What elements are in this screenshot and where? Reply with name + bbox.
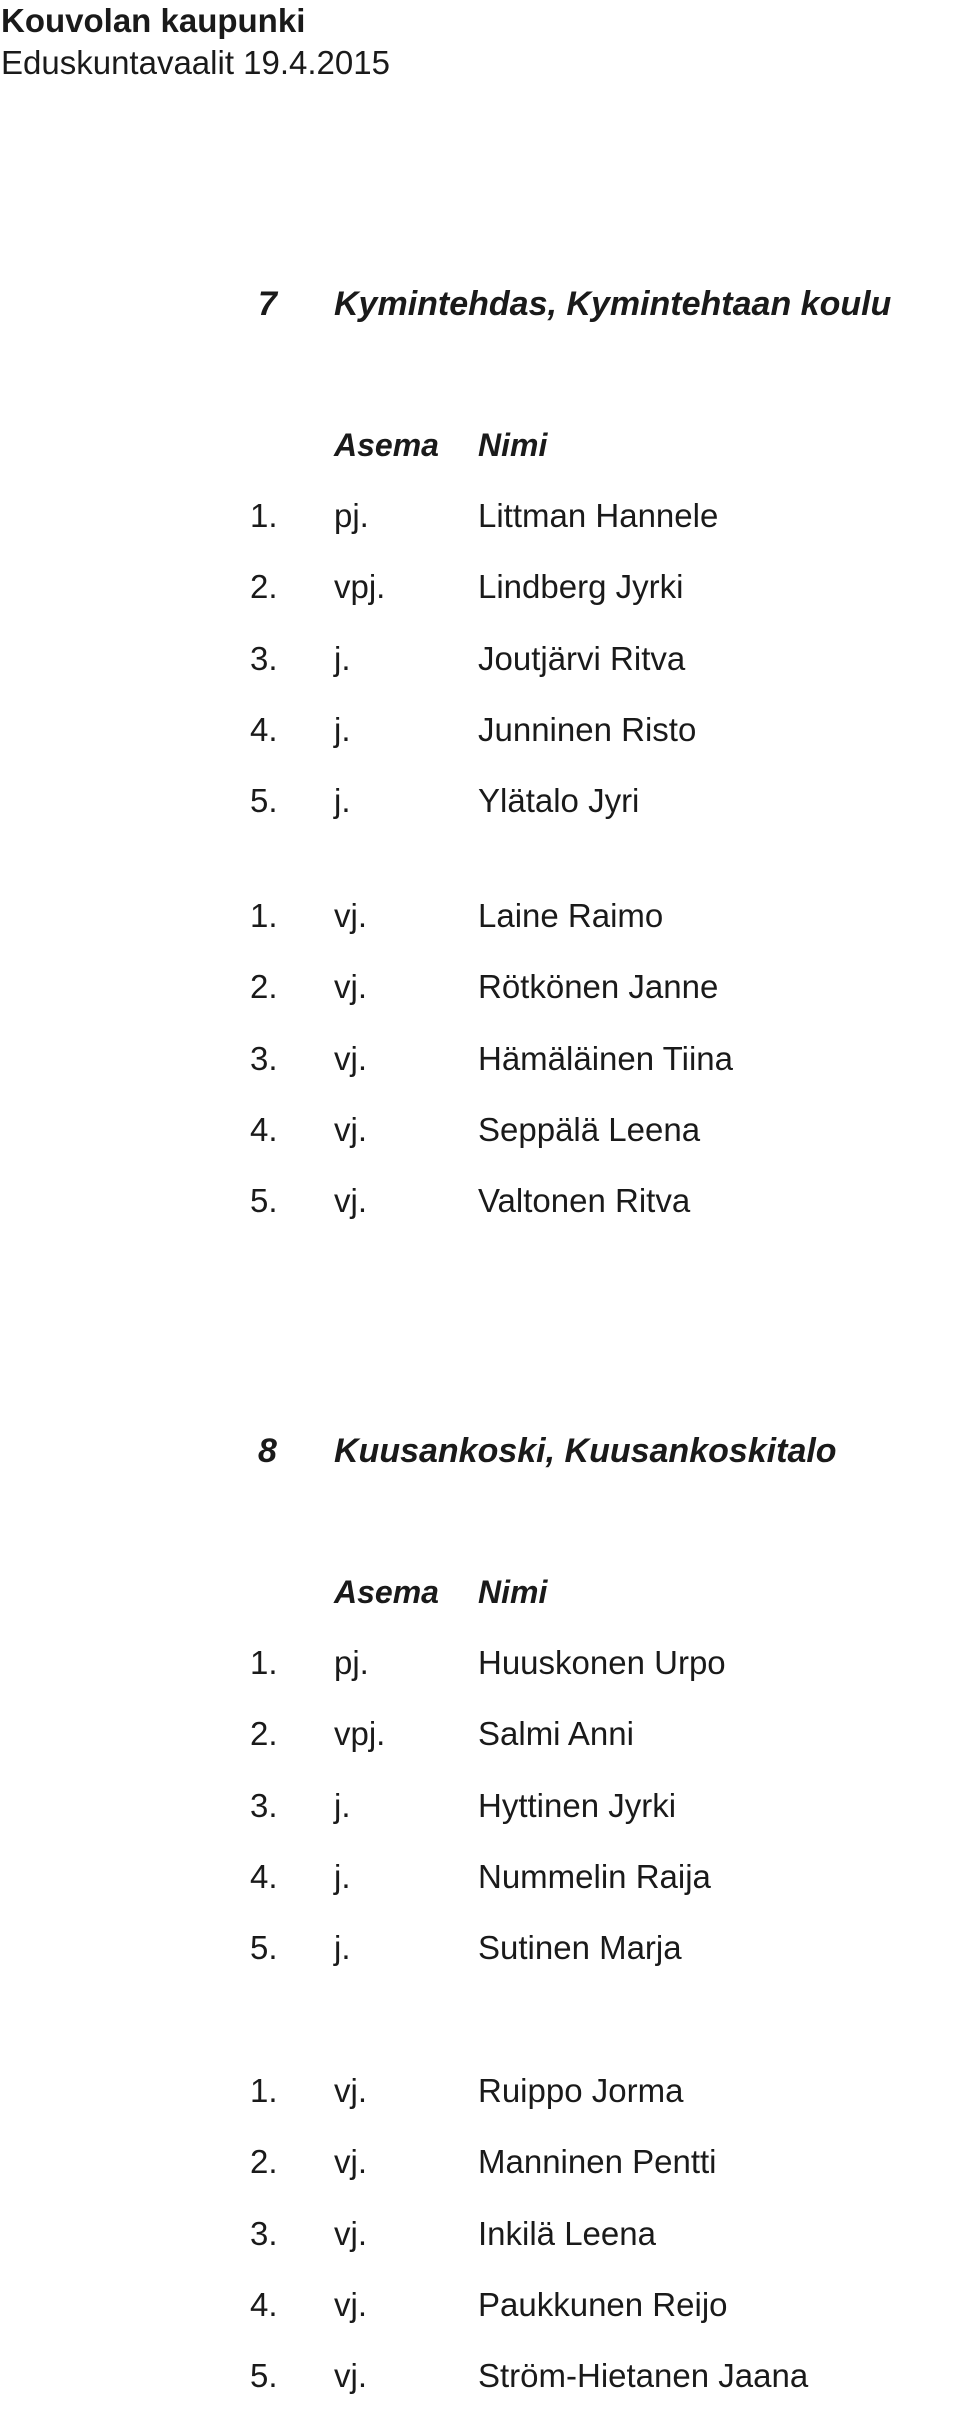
member-number: 4. (250, 711, 278, 748)
deputy-name: Valtonen Ritva (478, 1182, 691, 1219)
member-name: Sutinen Marja (478, 1929, 682, 1966)
section-title: Kuusankoski, Kuusankoskitalo (334, 1432, 837, 1470)
deputy-role: vj. (334, 2215, 367, 2252)
member-number: 5. (250, 782, 278, 819)
member-role: vpj. (334, 1715, 386, 1752)
member-name: Hyttinen Jyrki (478, 1787, 677, 1824)
section-number: 7 (258, 285, 277, 323)
member-name: Huuskonen Urpo (478, 1644, 726, 1681)
member-number: 2. (250, 568, 278, 605)
member-row (0, 1786, 960, 1826)
election-subtitle: Eduskuntavaalit 19.4.2015 (1, 44, 390, 81)
deputy-number: 5. (250, 2357, 278, 2394)
member-number: 3. (250, 640, 278, 677)
member-name: Nummelin Raija (478, 1858, 711, 1895)
deputy-number: 3. (250, 1040, 278, 1077)
column-header-position: Asema (334, 1574, 439, 1610)
member-row (0, 1643, 960, 1683)
deputy-name: Rötkönen Janne (478, 968, 719, 1005)
member-row (0, 1928, 960, 1968)
document-header (0, 0, 390, 82)
member-role: j. (334, 1929, 351, 1966)
deputy-name: Ström-Hietanen Jaana (478, 2357, 809, 2394)
member-role: vpj. (334, 568, 386, 605)
member-row (0, 1857, 960, 1897)
deputy-row (0, 896, 960, 936)
deputy-number: 2. (250, 968, 278, 1005)
column-header-name: Nimi (478, 1574, 548, 1610)
deputy-number: 4. (250, 1111, 278, 1148)
member-name: Littman Hannele (478, 497, 719, 534)
member-role: j. (334, 1858, 351, 1895)
deputy-role: vj. (334, 968, 367, 1005)
deputy-name: Paukkunen Reijo (478, 2286, 728, 2323)
member-name: Salmi Anni (478, 1715, 634, 1752)
deputy-number: 4. (250, 2286, 278, 2323)
deputy-row (0, 967, 960, 1007)
deputy-name: Seppälä Leena (478, 1111, 701, 1148)
member-name: Junninen Risto (478, 711, 697, 748)
member-role: j. (334, 711, 351, 748)
deputy-role: vj. (334, 1040, 367, 1077)
member-number: 5. (250, 1929, 278, 1966)
deputy-name: Laine Raimo (478, 897, 664, 934)
deputy-role: vj. (334, 1111, 367, 1148)
member-role: pj. (334, 497, 369, 534)
deputy-row (0, 2285, 960, 2325)
deputy-number: 1. (250, 897, 278, 934)
deputy-number: 3. (250, 2215, 278, 2252)
member-number: 1. (250, 1644, 278, 1681)
member-role: j. (334, 1787, 351, 1824)
member-role: j. (334, 782, 351, 819)
deputy-row (0, 1039, 960, 1079)
member-row (0, 781, 960, 821)
deputy-row (0, 2142, 960, 2182)
deputy-name: Inkilä Leena (478, 2215, 656, 2252)
deputy-row (0, 1110, 960, 1150)
column-header-position: Asema (334, 427, 439, 463)
member-role: j. (334, 640, 351, 677)
deputy-row (0, 2071, 960, 2111)
member-row (0, 1714, 960, 1754)
deputy-name: Manninen Pentti (478, 2143, 717, 2180)
column-header-name: Nimi (478, 427, 548, 463)
member-number: 4. (250, 1858, 278, 1895)
deputy-role: vj. (334, 897, 367, 934)
section-title: Kymintehdas, Kymintehtaan koulu (334, 285, 892, 323)
deputy-role: vj. (334, 1182, 367, 1219)
member-row (0, 567, 960, 607)
deputy-role: vj. (334, 2072, 367, 2109)
member-number: 3. (250, 1787, 278, 1824)
member-name: Joutjärvi Ritva (478, 640, 686, 677)
deputy-role: vj. (334, 2357, 367, 2394)
member-number: 1. (250, 497, 278, 534)
member-row (0, 710, 960, 750)
member-name: Ylätalo Jyri (478, 782, 640, 819)
deputy-number: 5. (250, 1182, 278, 1219)
section-number: 8 (258, 1432, 277, 1470)
deputy-name: Ruippo Jorma (478, 2072, 684, 2109)
deputy-row (0, 2356, 960, 2396)
member-name: Lindberg Jyrki (478, 568, 684, 605)
deputy-number: 1. (250, 2072, 278, 2109)
member-number: 2. (250, 1715, 278, 1752)
deputy-role: vj. (334, 2143, 367, 2180)
member-role: pj. (334, 1644, 369, 1681)
deputy-row (0, 1181, 960, 1221)
member-row (0, 639, 960, 679)
deputy-role: vj. (334, 2286, 367, 2323)
municipality-title: Kouvolan kaupunki (1, 2, 306, 39)
deputy-name: Hämäläinen Tiina (478, 1040, 733, 1077)
deputy-row (0, 2214, 960, 2254)
deputy-number: 2. (250, 2143, 278, 2180)
member-row (0, 496, 960, 536)
